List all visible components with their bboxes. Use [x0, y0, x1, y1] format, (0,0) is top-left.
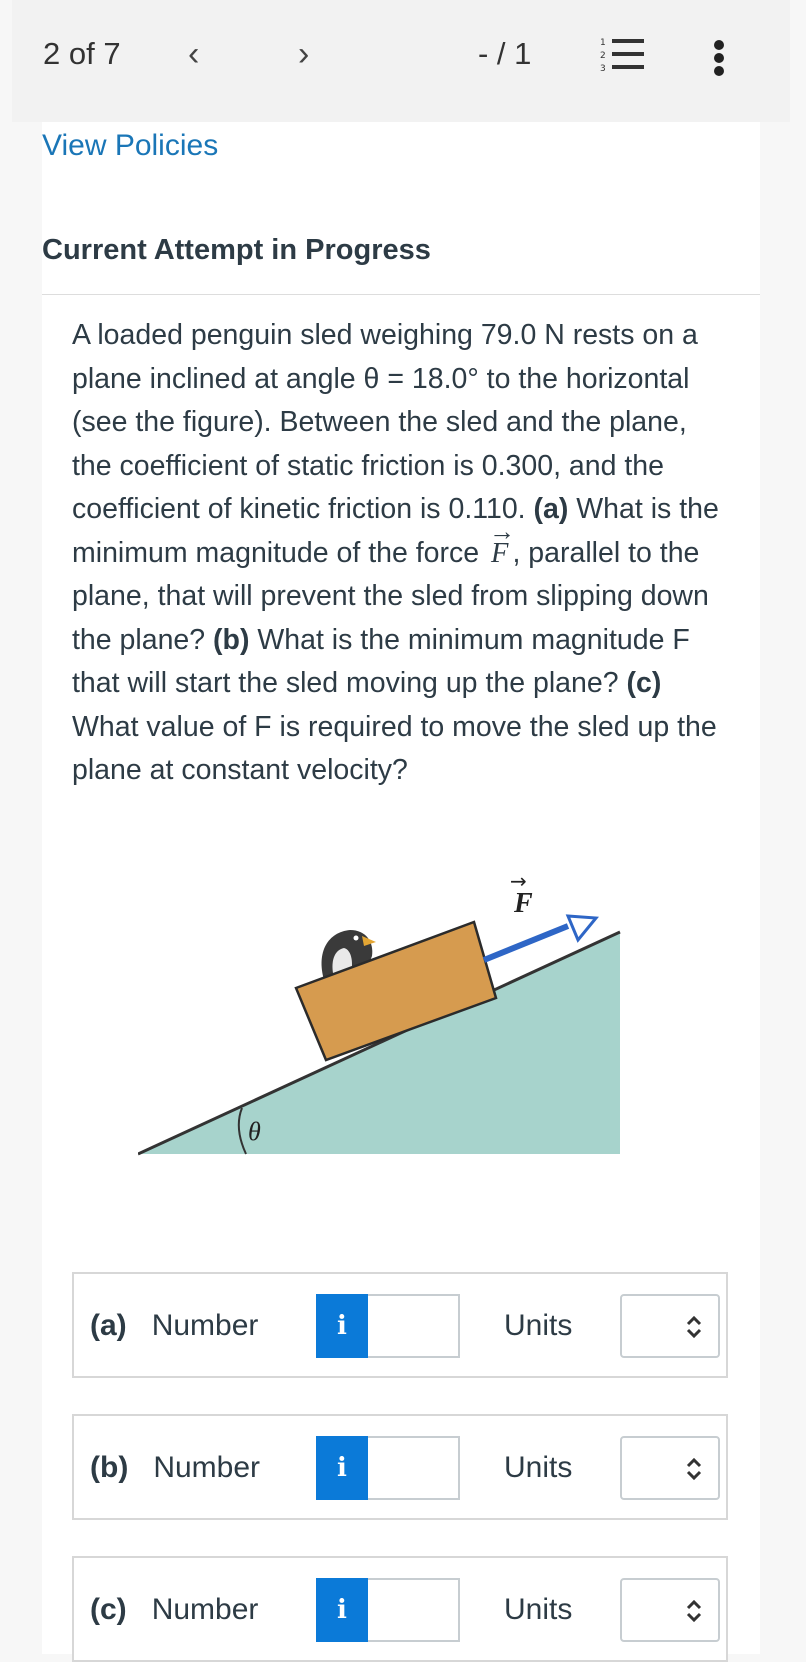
info-button[interactable]: i: [316, 1578, 368, 1642]
info-button[interactable]: i: [316, 1294, 368, 1358]
incline-figure: [138, 868, 658, 1168]
angle-label: θ: [248, 1117, 261, 1146]
part-a-tag: (a): [533, 493, 569, 525]
svg-text:3: 3: [600, 64, 606, 74]
units-label: Units: [504, 1309, 573, 1342]
number-label: Number: [151, 1309, 259, 1342]
attempt-title: Current Attempt in Progress: [42, 234, 431, 266]
part-label: (b): [90, 1451, 129, 1484]
number-label: Number: [153, 1451, 261, 1484]
part-label: (c): [90, 1593, 127, 1626]
chevron-right-icon[interactable]: ›: [298, 35, 310, 73]
answer-row-c: [72, 1556, 728, 1662]
number-input[interactable]: [368, 1578, 460, 1642]
part-b-text: What is the minimum magnitude F that will start the sled moving up the plane?: [72, 623, 690, 699]
part-c-tag: (c): [626, 667, 662, 699]
part-label: (a): [90, 1309, 127, 1342]
units-select[interactable]: [620, 1578, 720, 1642]
part-c-text: What value of F is required to move the sled up the plane at constant velocity?: [72, 710, 717, 786]
view-policies-link[interactable]: View Policies: [42, 129, 219, 162]
chevron-up-down-icon: [684, 1454, 704, 1484]
units-select[interactable]: [620, 1436, 720, 1500]
svg-text:1: 1: [600, 38, 606, 48]
svg-text:2: 2: [600, 51, 606, 61]
question-text: [72, 314, 732, 793]
part-b-tag: (b): [213, 623, 250, 656]
part-a-text-2: , parallel to the plane, that will prevent the sled from slipping down the plane?: [72, 536, 709, 656]
force-label: F: [514, 888, 533, 919]
part-a-text-1: What is the minimum magnitude of the force: [72, 493, 719, 569]
divider: [42, 294, 760, 295]
chevron-up-down-icon: [684, 1596, 704, 1626]
page-indicator: 2 of 7: [43, 36, 121, 71]
chevron-left-icon[interactable]: ‹: [188, 35, 200, 73]
force-vector-symbol: → F: [487, 532, 512, 576]
question-intro: A loaded penguin sled weighing 79.0 N rests on a plane inclined at angle θ = 18.0° to the horizontal (see the figure). Between the sled and the plane, the coefficient of static friction is 0.300, and the coefficient of kinetic friction is 0.110.: [72, 319, 698, 525]
chevron-up-down-icon: [684, 1312, 704, 1342]
number-input[interactable]: [368, 1436, 460, 1500]
numbered-list-icon[interactable]: [600, 36, 648, 74]
units-label: Units: [504, 1451, 573, 1484]
answer-row-b: [72, 1414, 728, 1520]
info-button[interactable]: i: [316, 1436, 368, 1500]
units-label: Units: [504, 1593, 573, 1626]
answer-row-a: [72, 1272, 728, 1378]
top-toolbar: [12, 0, 790, 122]
units-select[interactable]: [620, 1294, 720, 1358]
svg-text:→: →: [510, 869, 527, 893]
more-vertical-icon[interactable]: [712, 40, 726, 76]
page-count: - / 1: [478, 36, 532, 71]
number-input[interactable]: [368, 1294, 460, 1358]
force-arrow: [484, 926, 568, 960]
number-label: Number: [151, 1593, 259, 1626]
